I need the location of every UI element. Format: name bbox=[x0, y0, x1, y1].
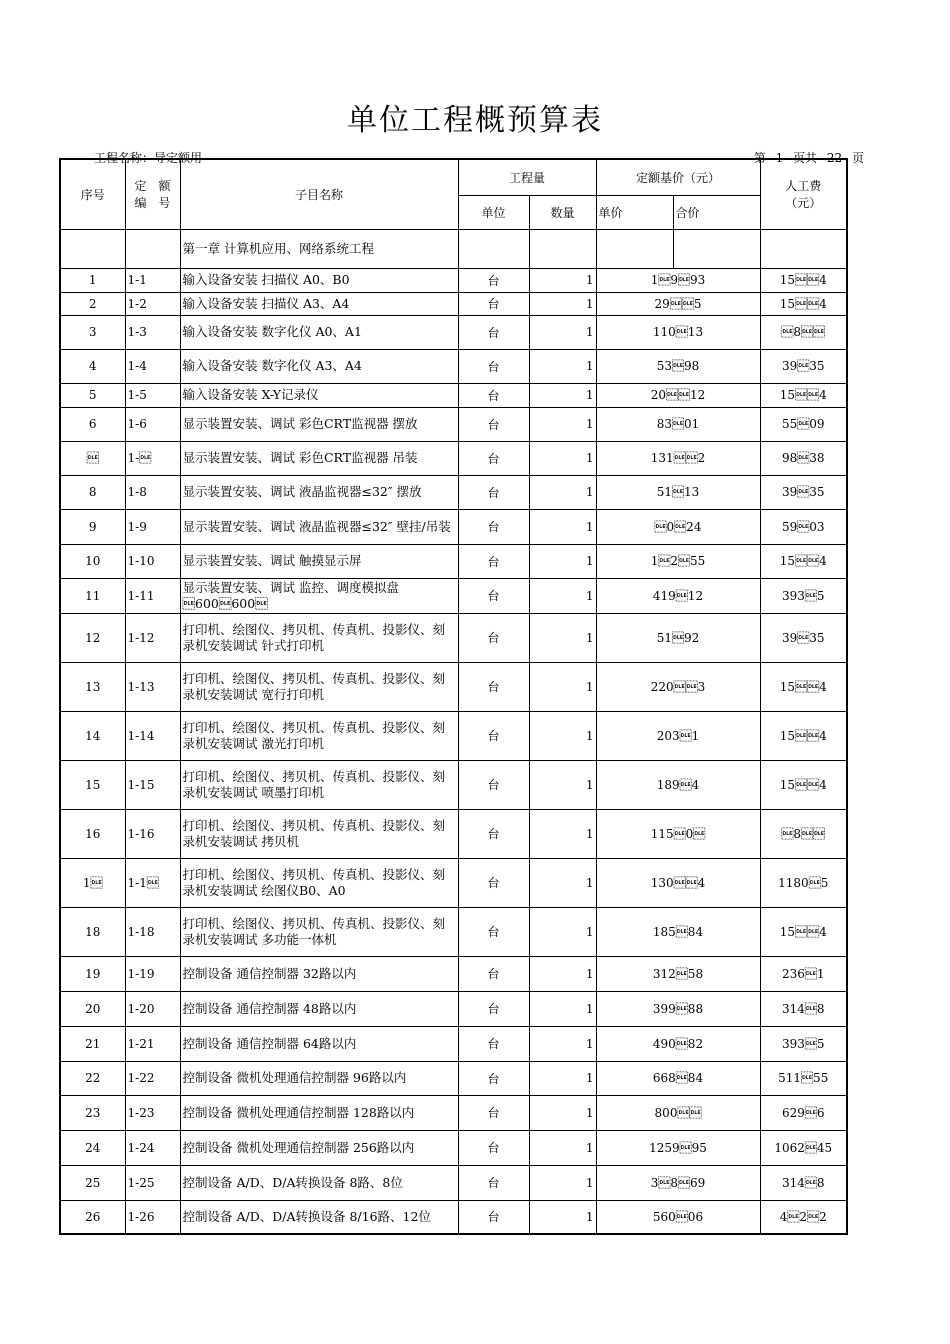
chapter-title: 第一章 计算机应用、网络系统工程 bbox=[180, 229, 458, 268]
row-seq: 22 bbox=[60, 1061, 125, 1095]
row-price: 1993 bbox=[596, 268, 760, 292]
row-unit: 台 bbox=[458, 613, 529, 662]
row-qty: 1 bbox=[529, 711, 596, 760]
row-code: 1- bbox=[125, 441, 180, 475]
row-labor: 154 bbox=[760, 760, 847, 809]
row-name: 显示装置安装、调试 液晶监视器≤32″ 壁挂/吊装 bbox=[180, 509, 458, 544]
row-unit: 台 bbox=[458, 809, 529, 858]
row-unit: 台 bbox=[458, 858, 529, 907]
row-labor: 3935 bbox=[760, 578, 847, 613]
row-seq: 9 bbox=[60, 509, 125, 544]
row-qty: 1 bbox=[529, 760, 596, 809]
row-qty: 1 bbox=[529, 1165, 596, 1200]
row-qty: 1 bbox=[529, 441, 596, 475]
row-price: 125995 bbox=[596, 1130, 760, 1165]
row-labor: 3935 bbox=[760, 349, 847, 383]
table-row bbox=[60, 1095, 847, 1130]
row-labor: 3935 bbox=[760, 475, 847, 509]
header-labor bbox=[760, 159, 847, 229]
table-row bbox=[60, 407, 847, 441]
row-code: 1-5 bbox=[125, 383, 180, 407]
row-unit: 台 bbox=[458, 907, 529, 956]
row-name: 显示装置安装、调试 触摸显示屏 bbox=[180, 544, 458, 578]
table-row bbox=[60, 315, 847, 349]
table-row bbox=[60, 662, 847, 711]
row-labor: 8 bbox=[760, 809, 847, 858]
header-price-group: 定额基价（元） bbox=[596, 159, 760, 195]
row-qty: 1 bbox=[529, 907, 596, 956]
row-qty: 1 bbox=[529, 349, 596, 383]
row-unit: 台 bbox=[458, 268, 529, 292]
row-qty: 1 bbox=[529, 292, 596, 315]
table-row bbox=[60, 956, 847, 991]
row-qty: 1 bbox=[529, 407, 596, 441]
row-seq: 21 bbox=[60, 1026, 125, 1061]
header-seq: 序号 bbox=[60, 159, 125, 229]
row-seq: 5 bbox=[60, 383, 125, 407]
row-price: 5192 bbox=[596, 613, 760, 662]
row-seq: 15 bbox=[60, 760, 125, 809]
row-code: 1-25 bbox=[125, 1165, 180, 1200]
row-labor: 154 bbox=[760, 544, 847, 578]
header-code-top: 定 额 bbox=[134, 179, 171, 194]
row-code: 1-9 bbox=[125, 509, 180, 544]
row-code: 1-4 bbox=[125, 349, 180, 383]
row-unit: 台 bbox=[458, 991, 529, 1026]
row-name: 输入设备安装 扫描仪 A3、A4 bbox=[180, 292, 458, 315]
row-price: 18584 bbox=[596, 907, 760, 956]
table-row bbox=[60, 509, 847, 544]
table-row bbox=[60, 1130, 847, 1165]
row-qty: 1 bbox=[529, 315, 596, 349]
table-row bbox=[60, 383, 847, 407]
row-unit: 台 bbox=[458, 578, 529, 613]
page-number: 1 bbox=[775, 151, 784, 165]
row-name: 控制设备 微机处理通信控制器 96路以内 bbox=[180, 1061, 458, 1095]
row-unit: 台 bbox=[458, 956, 529, 991]
row-seq: 16 bbox=[60, 809, 125, 858]
row-code: 1-19 bbox=[125, 956, 180, 991]
row-seq: 24 bbox=[60, 1130, 125, 1165]
row-unit: 台 bbox=[458, 662, 529, 711]
table-row bbox=[60, 268, 847, 292]
row-name: 控制设备 A/D、D/A转换设备 8路、8位 bbox=[180, 1165, 458, 1200]
row-unit: 台 bbox=[458, 292, 529, 315]
row-name: 打印机、绘图仪、拷贝机、传真机、投影仪、刻录机安装调试 多功能一体机 bbox=[180, 907, 458, 956]
row-labor: 3148 bbox=[760, 1165, 847, 1200]
table-row bbox=[60, 1026, 847, 1061]
row-name: 打印机、绘图仪、拷贝机、传真机、投影仪、刻录机安装调试 激光打印机 bbox=[180, 711, 458, 760]
row-qty: 1 bbox=[529, 1130, 596, 1165]
row-labor: 5509 bbox=[760, 407, 847, 441]
chapter-unit bbox=[458, 229, 529, 268]
page-gong: 页共 bbox=[793, 151, 818, 165]
row-price: 41912 bbox=[596, 578, 760, 613]
row-labor: 8 bbox=[760, 315, 847, 349]
row-code: 1-16 bbox=[125, 809, 180, 858]
row-code: 1-21 bbox=[125, 1026, 180, 1061]
row-qty: 1 bbox=[529, 509, 596, 544]
row-unit: 台 bbox=[458, 383, 529, 407]
table-row bbox=[60, 441, 847, 475]
row-unit: 台 bbox=[458, 475, 529, 509]
row-unit: 台 bbox=[458, 760, 529, 809]
row-seq: 11 bbox=[60, 578, 125, 613]
row-code: 1-23 bbox=[125, 1095, 180, 1130]
row-code: 1-2 bbox=[125, 292, 180, 315]
header-qty-group: 工程量 bbox=[458, 159, 596, 195]
chapter-qty bbox=[529, 229, 596, 268]
row-qty: 1 bbox=[529, 809, 596, 858]
table-row bbox=[60, 858, 847, 907]
header-name: 子目名称 bbox=[180, 159, 458, 229]
row-price: 2203 bbox=[596, 662, 760, 711]
row-labor: 3148 bbox=[760, 991, 847, 1026]
row-seq: 13 bbox=[60, 662, 125, 711]
chapter-labor bbox=[760, 229, 847, 268]
row-unit: 台 bbox=[458, 1095, 529, 1130]
chapter-total bbox=[673, 229, 760, 268]
row-name: 输入设备安装 数字化仪 A3、A4 bbox=[180, 349, 458, 383]
row-price: 31258 bbox=[596, 956, 760, 991]
row-code: 1-11 bbox=[125, 578, 180, 613]
row-price: 8301 bbox=[596, 407, 760, 441]
row-labor: 5903 bbox=[760, 509, 847, 544]
row-labor: 6296 bbox=[760, 1095, 847, 1130]
row-seq: 1 bbox=[60, 268, 125, 292]
row-name: 显示装置安装、调试 液晶监视器≤32″ 摆放 bbox=[180, 475, 458, 509]
chapter-price bbox=[596, 229, 673, 268]
row-seq: 18 bbox=[60, 907, 125, 956]
page-title: 单位工程概预算表 bbox=[347, 103, 603, 138]
row-price: 1255 bbox=[596, 544, 760, 578]
table-row bbox=[60, 760, 847, 809]
row-unit: 台 bbox=[458, 544, 529, 578]
row-labor: 3935 bbox=[760, 613, 847, 662]
row-qty: 1 bbox=[529, 956, 596, 991]
row-labor: 154 bbox=[760, 383, 847, 407]
row-unit: 台 bbox=[458, 1165, 529, 1200]
row-name: 输入设备安装 扫描仪 A0、B0 bbox=[180, 268, 458, 292]
row-name: 输入设备安装 X-Y记录仪 bbox=[180, 383, 458, 407]
row-qty: 1 bbox=[529, 578, 596, 613]
row-unit: 台 bbox=[458, 315, 529, 349]
row-qty: 1 bbox=[529, 383, 596, 407]
row-code: 1-14 bbox=[125, 711, 180, 760]
table-row bbox=[60, 613, 847, 662]
row-name: 控制设备 A/D、D/A转换设备 8/16路、12位 bbox=[180, 1200, 458, 1234]
row-unit: 台 bbox=[458, 509, 529, 544]
row-labor: 3935 bbox=[760, 1026, 847, 1061]
row-code: 1-24 bbox=[125, 1130, 180, 1165]
row-price: 11013 bbox=[596, 315, 760, 349]
row-price: 800 bbox=[596, 1095, 760, 1130]
row-name: 打印机、绘图仪、拷贝机、传真机、投影仪、刻录机安装调试 宽行打印机 bbox=[180, 662, 458, 711]
chapter-seq bbox=[60, 229, 125, 268]
row-name: 打印机、绘图仪、拷贝机、传真机、投影仪、刻录机安装调试 拷贝机 bbox=[180, 809, 458, 858]
row-qty: 1 bbox=[529, 858, 596, 907]
table-row bbox=[60, 809, 847, 858]
row-price: 1312 bbox=[596, 441, 760, 475]
row-code: 1-3 bbox=[125, 315, 180, 349]
row-name: 显示装置安装、调试 监控、调度模拟盘 600600 bbox=[180, 578, 458, 613]
row-price: 1304 bbox=[596, 858, 760, 907]
row-price: 024 bbox=[596, 509, 760, 544]
header-code-bottom: 编 号 bbox=[134, 196, 171, 211]
header-code bbox=[125, 159, 180, 229]
row-price: 39988 bbox=[596, 991, 760, 1026]
row-labor: 422 bbox=[760, 1200, 847, 1234]
row-qty: 1 bbox=[529, 1061, 596, 1095]
row-name: 控制设备 通信控制器 32路以内 bbox=[180, 956, 458, 991]
table-row bbox=[60, 991, 847, 1026]
table-row bbox=[60, 349, 847, 383]
header-labor-bottom: （元） bbox=[785, 196, 822, 211]
row-unit: 台 bbox=[458, 349, 529, 383]
row-qty: 1 bbox=[529, 662, 596, 711]
row-price: 49082 bbox=[596, 1026, 760, 1061]
row-price: 2012 bbox=[596, 383, 760, 407]
row-labor: 9838 bbox=[760, 441, 847, 475]
row-qty: 1 bbox=[529, 1026, 596, 1061]
table-row bbox=[60, 544, 847, 578]
row-unit: 台 bbox=[458, 1130, 529, 1165]
row-labor: 154 bbox=[760, 662, 847, 711]
row-seq: 20 bbox=[60, 991, 125, 1026]
row-qty: 1 bbox=[529, 268, 596, 292]
row-qty: 1 bbox=[529, 991, 596, 1026]
table-row bbox=[60, 907, 847, 956]
project-name: 工程名称：导定额用 bbox=[94, 151, 203, 165]
row-name: 控制设备 微机处理通信控制器 128路以内 bbox=[180, 1095, 458, 1130]
row-name: 打印机、绘图仪、拷贝机、传真机、投影仪、刻录机安装调试 绘图仪B0、A0 bbox=[180, 858, 458, 907]
row-price: 66884 bbox=[596, 1061, 760, 1095]
header-unit: 单位 bbox=[458, 195, 529, 229]
row-name: 显示装置安装、调试 彩色CRT监视器 吊装 bbox=[180, 441, 458, 475]
table-row bbox=[60, 1061, 847, 1095]
row-labor: 51155 bbox=[760, 1061, 847, 1095]
row-price: 5113 bbox=[596, 475, 760, 509]
row-code: 1-12 bbox=[125, 613, 180, 662]
row-seq: 10 bbox=[60, 544, 125, 578]
row-unit: 台 bbox=[458, 1200, 529, 1234]
row-labor: 154 bbox=[760, 907, 847, 956]
row-seq: 14 bbox=[60, 711, 125, 760]
row-price: 1150 bbox=[596, 809, 760, 858]
row-seq:  bbox=[60, 441, 125, 475]
row-code: 1-18 bbox=[125, 907, 180, 956]
header-labor-top: 人工费 bbox=[785, 179, 822, 194]
row-name: 控制设备 通信控制器 48路以内 bbox=[180, 991, 458, 1026]
row-name: 打印机、绘图仪、拷贝机、传真机、投影仪、刻录机安装调试 针式打印机 bbox=[180, 613, 458, 662]
header-quantity: 数量 bbox=[529, 195, 596, 229]
row-code: 1-10 bbox=[125, 544, 180, 578]
row-code: 1-13 bbox=[125, 662, 180, 711]
row-code: 1-1 bbox=[125, 858, 180, 907]
header-unit-price: 单价 bbox=[596, 195, 673, 229]
row-labor: 154 bbox=[760, 268, 847, 292]
row-seq: 4 bbox=[60, 349, 125, 383]
row-name: 输入设备安装 数字化仪 A0、A1 bbox=[180, 315, 458, 349]
row-unit: 台 bbox=[458, 441, 529, 475]
chapter-code bbox=[125, 229, 180, 268]
row-seq: 8 bbox=[60, 475, 125, 509]
table-row bbox=[60, 475, 847, 509]
row-seq: 25 bbox=[60, 1165, 125, 1200]
row-unit: 台 bbox=[458, 1026, 529, 1061]
row-labor: 154 bbox=[760, 711, 847, 760]
row-price: 56006 bbox=[596, 1200, 760, 1234]
row-qty: 1 bbox=[529, 1200, 596, 1234]
row-price: 2031 bbox=[596, 711, 760, 760]
row-price: 295 bbox=[596, 292, 760, 315]
row-qty: 1 bbox=[529, 544, 596, 578]
header-total-price: 合价 bbox=[673, 195, 760, 229]
row-code: 1-22 bbox=[125, 1061, 180, 1095]
row-code: 1-1 bbox=[125, 268, 180, 292]
row-code: 1-8 bbox=[125, 475, 180, 509]
row-seq: 19 bbox=[60, 956, 125, 991]
row-labor: 11805 bbox=[760, 858, 847, 907]
table-row bbox=[60, 292, 847, 315]
row-price: 3869 bbox=[596, 1165, 760, 1200]
row-unit: 台 bbox=[458, 407, 529, 441]
row-seq: 26 bbox=[60, 1200, 125, 1234]
page-di: 第 bbox=[753, 151, 766, 165]
row-seq: 6 bbox=[60, 407, 125, 441]
row-seq: 2 bbox=[60, 292, 125, 315]
row-price: 1894 bbox=[596, 760, 760, 809]
row-unit: 台 bbox=[458, 711, 529, 760]
row-seq: 23 bbox=[60, 1095, 125, 1130]
table-row bbox=[60, 711, 847, 760]
row-code: 1-6 bbox=[125, 407, 180, 441]
row-unit: 台 bbox=[458, 1061, 529, 1095]
row-code: 1-20 bbox=[125, 991, 180, 1026]
budget-table bbox=[59, 158, 848, 1235]
row-name: 打印机、绘图仪、拷贝机、传真机、投影仪、刻录机安装调试 喷墨打印机 bbox=[180, 760, 458, 809]
row-name: 控制设备 微机处理通信控制器 256路以内 bbox=[180, 1130, 458, 1165]
row-qty: 1 bbox=[529, 613, 596, 662]
row-seq: 3 bbox=[60, 315, 125, 349]
row-labor: 2361 bbox=[760, 956, 847, 991]
table-row bbox=[60, 578, 847, 613]
page-ye: 页 bbox=[851, 151, 864, 165]
row-labor: 154 bbox=[760, 292, 847, 315]
row-seq: 1 bbox=[60, 858, 125, 907]
row-name: 控制设备 通信控制器 64路以内 bbox=[180, 1026, 458, 1061]
row-qty: 1 bbox=[529, 1095, 596, 1130]
row-labor: 106245 bbox=[760, 1130, 847, 1165]
table-row bbox=[60, 1165, 847, 1200]
page-total: 22 bbox=[826, 151, 843, 165]
row-qty: 1 bbox=[529, 475, 596, 509]
row-seq: 12 bbox=[60, 613, 125, 662]
row-name: 显示装置安装、调试 彩色CRT监视器 摆放 bbox=[180, 407, 458, 441]
row-code: 1-26 bbox=[125, 1200, 180, 1234]
row-price: 5398 bbox=[596, 349, 760, 383]
row-code: 1-15 bbox=[125, 760, 180, 809]
table-row bbox=[60, 1200, 847, 1234]
